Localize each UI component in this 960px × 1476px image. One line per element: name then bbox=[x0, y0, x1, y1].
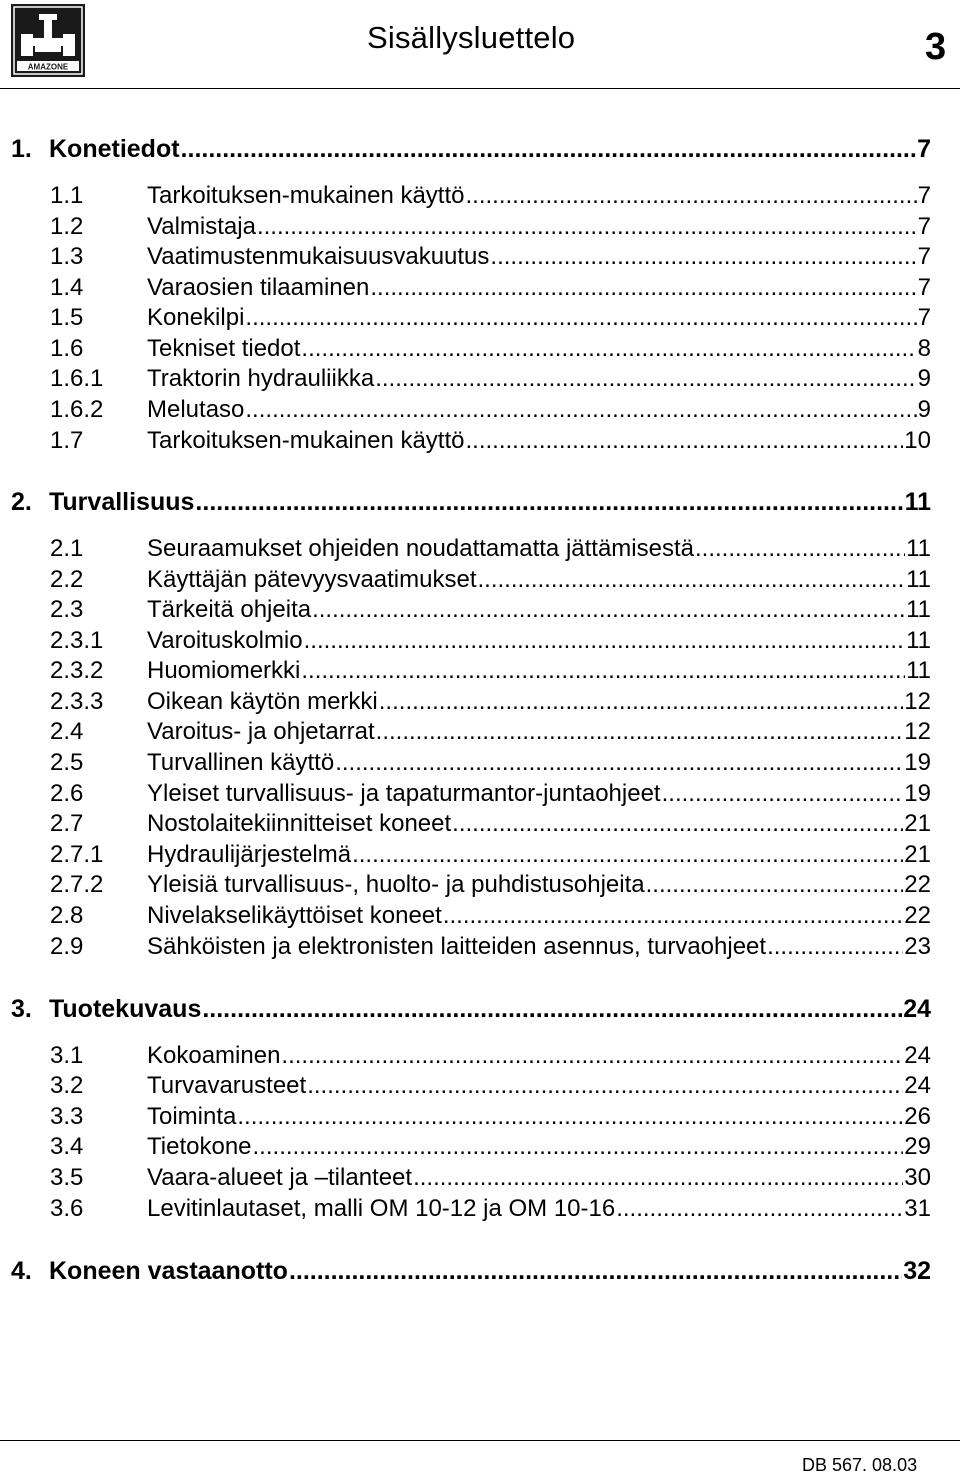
toc-page-number: 24 bbox=[904, 1042, 931, 1069]
toc-leader-dots bbox=[245, 396, 916, 424]
toc-leader-dots bbox=[202, 995, 902, 1024]
toc-page-number: 7 bbox=[917, 274, 931, 301]
toc-page-number: 12 bbox=[904, 718, 931, 745]
page-number: 3 bbox=[925, 26, 947, 68]
toc-title: Tietokone bbox=[147, 1133, 252, 1160]
toc-title: Hydraulijärjestelmä bbox=[147, 841, 352, 868]
toc-number: 2.7.2 bbox=[50, 871, 104, 898]
toc-page-number: 24 bbox=[903, 995, 931, 1023]
toc-title: Tuotekuvaus bbox=[49, 995, 202, 1023]
logo-text: AMAZONE bbox=[27, 62, 69, 72]
toc-page-number: 22 bbox=[904, 871, 931, 898]
toc-entry-row[interactable] bbox=[0, 871, 931, 901]
toc-leader-dots bbox=[307, 1072, 903, 1100]
toc-number: 2.9 bbox=[50, 933, 84, 960]
toc-number: 1.2 bbox=[50, 213, 84, 240]
toc-number: 1. bbox=[11, 135, 32, 163]
toc-leader-dots bbox=[379, 688, 904, 716]
toc-leader-dots bbox=[376, 718, 904, 746]
toc-page-number: 11 bbox=[906, 596, 931, 623]
toc-number: 3.3 bbox=[50, 1103, 84, 1130]
toc-title: Levitinlautaset, malli OM 10-12 ja OM 10-16 bbox=[147, 1195, 616, 1222]
toc-page-number: 9 bbox=[917, 396, 931, 423]
toc-page-number: 26 bbox=[904, 1103, 931, 1130]
toc-entry-row[interactable] bbox=[0, 810, 931, 840]
toc-chapter-row[interactable] bbox=[0, 1257, 931, 1287]
footer-rule bbox=[0, 1440, 960, 1441]
toc-title: Varaosien tilaaminen bbox=[147, 274, 370, 301]
toc-page-number: 24 bbox=[904, 1072, 931, 1099]
toc-title: Kokoaminen bbox=[147, 1042, 281, 1069]
toc-number: 2.8 bbox=[50, 902, 84, 929]
toc-title: Traktorin hydrauliikka bbox=[147, 365, 375, 392]
toc-title: Yleisiä turvallisuus-, huolto- ja puhdistusohjeita bbox=[147, 871, 645, 898]
toc-entry-row[interactable] bbox=[0, 749, 931, 779]
toc-title: Nostolaitekiinnitteiset koneet bbox=[147, 810, 452, 837]
toc-page-number: 21 bbox=[904, 810, 931, 837]
toc-page-number: 30 bbox=[904, 1164, 931, 1191]
toc-leader-dots bbox=[616, 1195, 903, 1223]
toc-leader-dots bbox=[304, 627, 905, 655]
toc-title: Turvavarusteet bbox=[147, 1072, 307, 1099]
toc-entry-row[interactable] bbox=[0, 182, 931, 212]
toc-entry-row[interactable] bbox=[0, 1195, 931, 1225]
toc-page-number: 11 bbox=[906, 627, 931, 654]
toc-leader-dots bbox=[237, 1103, 903, 1131]
toc-title: Koneen vastaanotto bbox=[49, 1257, 288, 1285]
toc-number: 3.2 bbox=[50, 1072, 84, 1099]
toc-number: 1.1 bbox=[50, 182, 84, 209]
toc-title: Käyttäjän pätevyysvaatimukset bbox=[147, 566, 477, 593]
toc-number: 2.3.3 bbox=[50, 688, 104, 715]
toc-number: 3.4 bbox=[50, 1133, 84, 1160]
toc-title: Sähköisten ja elektronisten laitteiden asennus, turvaohjeet bbox=[147, 933, 767, 960]
toc-leader-dots bbox=[452, 810, 903, 838]
toc-leader-dots bbox=[413, 1164, 903, 1192]
toc-number: 3.6 bbox=[50, 1195, 84, 1222]
toc-title: Toiminta bbox=[147, 1103, 237, 1130]
toc-entry-row[interactable] bbox=[0, 1103, 931, 1133]
toc-title: Melutaso bbox=[147, 396, 245, 423]
toc-leader-dots bbox=[281, 1042, 903, 1070]
toc-page-number: 23 bbox=[904, 933, 931, 960]
toc-title: Varoitus- ja ohjetarrat bbox=[147, 718, 375, 745]
toc-chapter-row[interactable] bbox=[0, 488, 931, 518]
toc-number: 1.7 bbox=[50, 427, 84, 454]
toc-entry-row[interactable] bbox=[0, 1133, 931, 1163]
toc-number: 1.6.2 bbox=[50, 396, 104, 423]
toc-page-number: 11 bbox=[906, 566, 931, 593]
toc-entry-row[interactable] bbox=[0, 657, 931, 687]
toc-page-number: 7 bbox=[917, 213, 931, 240]
toc-leader-dots bbox=[301, 335, 916, 363]
toc-title: Varoituskolmio bbox=[147, 627, 303, 654]
toc-leader-dots bbox=[443, 902, 903, 930]
toc-leader-dots bbox=[181, 135, 917, 164]
toc-title: Oikean käytön merkki bbox=[147, 688, 378, 715]
toc-leader-dots bbox=[662, 780, 904, 808]
toc-page-number: 10 bbox=[904, 427, 931, 454]
toc-title: Huomiomerkki bbox=[147, 657, 301, 684]
toc-number: 1.4 bbox=[50, 274, 84, 301]
toc-title: Turvallisuus bbox=[49, 488, 195, 516]
toc-number: 2.3.2 bbox=[50, 657, 104, 684]
toc-entry-row[interactable] bbox=[0, 1072, 931, 1102]
page-title: Sisällysluettelo bbox=[367, 20, 576, 55]
toc-number: 1.6 bbox=[50, 335, 84, 362]
toc-number: 2.4 bbox=[50, 718, 84, 745]
toc-entry-row[interactable] bbox=[0, 304, 931, 334]
toc-entry-row[interactable] bbox=[0, 427, 931, 457]
toc-entry-row[interactable] bbox=[0, 396, 931, 426]
toc-number: 2.6 bbox=[50, 780, 84, 807]
toc-page-number: 7 bbox=[917, 243, 931, 270]
toc-number: 2.7.1 bbox=[50, 841, 104, 868]
toc-page-number: 7 bbox=[917, 182, 931, 209]
toc-page-number: 8 bbox=[917, 335, 931, 362]
document-code: DB 567. 08.03 bbox=[802, 1455, 918, 1475]
toc-number: 2.2 bbox=[50, 566, 84, 593]
toc-number: 2.7 bbox=[50, 810, 84, 837]
toc-number: 3. bbox=[11, 995, 32, 1023]
toc-entry-row[interactable] bbox=[0, 780, 931, 810]
toc-entry-row[interactable] bbox=[0, 566, 931, 596]
toc-leader-dots bbox=[245, 304, 916, 332]
toc-page-number: 31 bbox=[904, 1195, 931, 1222]
toc-page-number: 11 bbox=[906, 657, 931, 684]
toc-page-number: 7 bbox=[917, 304, 931, 331]
toc-number: 1.5 bbox=[50, 304, 84, 331]
toc-entry-row[interactable] bbox=[0, 902, 931, 932]
toc-leader-dots bbox=[490, 243, 916, 271]
toc-entry-row[interactable] bbox=[0, 213, 931, 243]
toc-page-number: 11 bbox=[904, 488, 931, 516]
toc-title: Konetiedot bbox=[49, 135, 180, 163]
toc-page-number: 19 bbox=[904, 749, 931, 776]
toc-title: Yleiset turvallisuus- ja tapaturmantor-juntaohjeet bbox=[147, 780, 661, 807]
toc-number: 1.6.1 bbox=[50, 365, 104, 392]
toc-page-number: 11 bbox=[906, 535, 931, 562]
toc-page-number: 32 bbox=[903, 1257, 931, 1285]
toc-title: Turvallinen käyttö bbox=[147, 749, 335, 776]
toc-entry-row[interactable] bbox=[0, 243, 931, 273]
toc-entry-row[interactable] bbox=[0, 535, 931, 565]
toc-entry-row[interactable] bbox=[0, 688, 931, 718]
toc-page-number: 21 bbox=[904, 841, 931, 868]
toc-number: 2.5 bbox=[50, 749, 84, 776]
toc-number: 3.5 bbox=[50, 1164, 84, 1191]
toc-leader-dots bbox=[257, 213, 917, 241]
toc-page-number: 29 bbox=[904, 1133, 931, 1160]
toc-title: Nivelakselikäyttöiset koneet bbox=[147, 902, 442, 929]
toc-leader-dots bbox=[335, 749, 903, 777]
toc-title: Tärkeitä ohjeita bbox=[147, 596, 312, 623]
toc-title: Tekniset tiedot bbox=[147, 335, 301, 362]
toc-leader-dots bbox=[767, 933, 903, 961]
toc-chapter-row[interactable] bbox=[0, 995, 931, 1025]
toc-chapter-row[interactable] bbox=[0, 135, 931, 165]
toc-page-number: 12 bbox=[904, 688, 931, 715]
toc-number: 2. bbox=[11, 488, 32, 516]
toc-title: Tarkoituksen-mukainen käyttö bbox=[147, 182, 465, 209]
toc-leader-dots bbox=[301, 657, 905, 685]
toc-leader-dots bbox=[465, 182, 916, 210]
toc-number: 2.3 bbox=[50, 596, 84, 623]
toc-entry-row[interactable] bbox=[0, 718, 931, 748]
toc-title: Seuraamukset ohjeiden noudattamatta jättämisestä bbox=[147, 535, 694, 562]
toc-leader-dots bbox=[465, 427, 903, 455]
toc-entry-row[interactable] bbox=[0, 365, 931, 395]
toc-entry-row[interactable] bbox=[0, 627, 931, 657]
toc-leader-dots bbox=[370, 274, 916, 302]
toc-title: Konekilpi bbox=[147, 304, 245, 331]
toc-number: 4. bbox=[11, 1257, 32, 1285]
toc-number: 2.1 bbox=[50, 535, 84, 562]
toc-title: Valmistaja bbox=[147, 213, 256, 240]
toc-entry-row[interactable] bbox=[0, 841, 931, 871]
toc-title: Tarkoituksen-mukainen käyttö bbox=[147, 427, 465, 454]
toc-leader-dots bbox=[289, 1257, 902, 1286]
header-rule bbox=[0, 88, 960, 89]
toc-entry-row[interactable] bbox=[0, 1164, 931, 1194]
amazone-logo bbox=[11, 4, 85, 77]
toc-leader-dots bbox=[375, 365, 916, 393]
toc-leader-dots bbox=[312, 596, 905, 624]
toc-leader-dots bbox=[253, 1133, 904, 1161]
toc-number: 1.3 bbox=[50, 243, 84, 270]
toc-number: 2.3.1 bbox=[50, 627, 104, 654]
toc-title: Vaara-alueet ja –tilanteet bbox=[147, 1164, 413, 1191]
toc-entry-row[interactable] bbox=[0, 335, 931, 365]
toc-title: Vaatimustenmukaisuusvakuutus bbox=[147, 243, 490, 270]
toc-leader-dots bbox=[478, 566, 906, 594]
toc-entry-row[interactable] bbox=[0, 274, 931, 304]
toc-leader-dots bbox=[352, 841, 903, 869]
toc-leader-dots bbox=[695, 535, 905, 563]
toc-page-number: 22 bbox=[904, 902, 931, 929]
toc-page-number: 9 bbox=[917, 365, 931, 392]
toc-entry-row[interactable] bbox=[0, 933, 931, 963]
toc-leader-dots bbox=[195, 488, 903, 517]
toc-entry-row[interactable] bbox=[0, 596, 931, 626]
toc-entry-row[interactable] bbox=[0, 1042, 931, 1072]
toc-page-number: 7 bbox=[917, 135, 931, 163]
toc-leader-dots bbox=[646, 871, 904, 899]
toc-number: 3.1 bbox=[50, 1042, 84, 1069]
toc-page-number: 19 bbox=[904, 780, 931, 807]
